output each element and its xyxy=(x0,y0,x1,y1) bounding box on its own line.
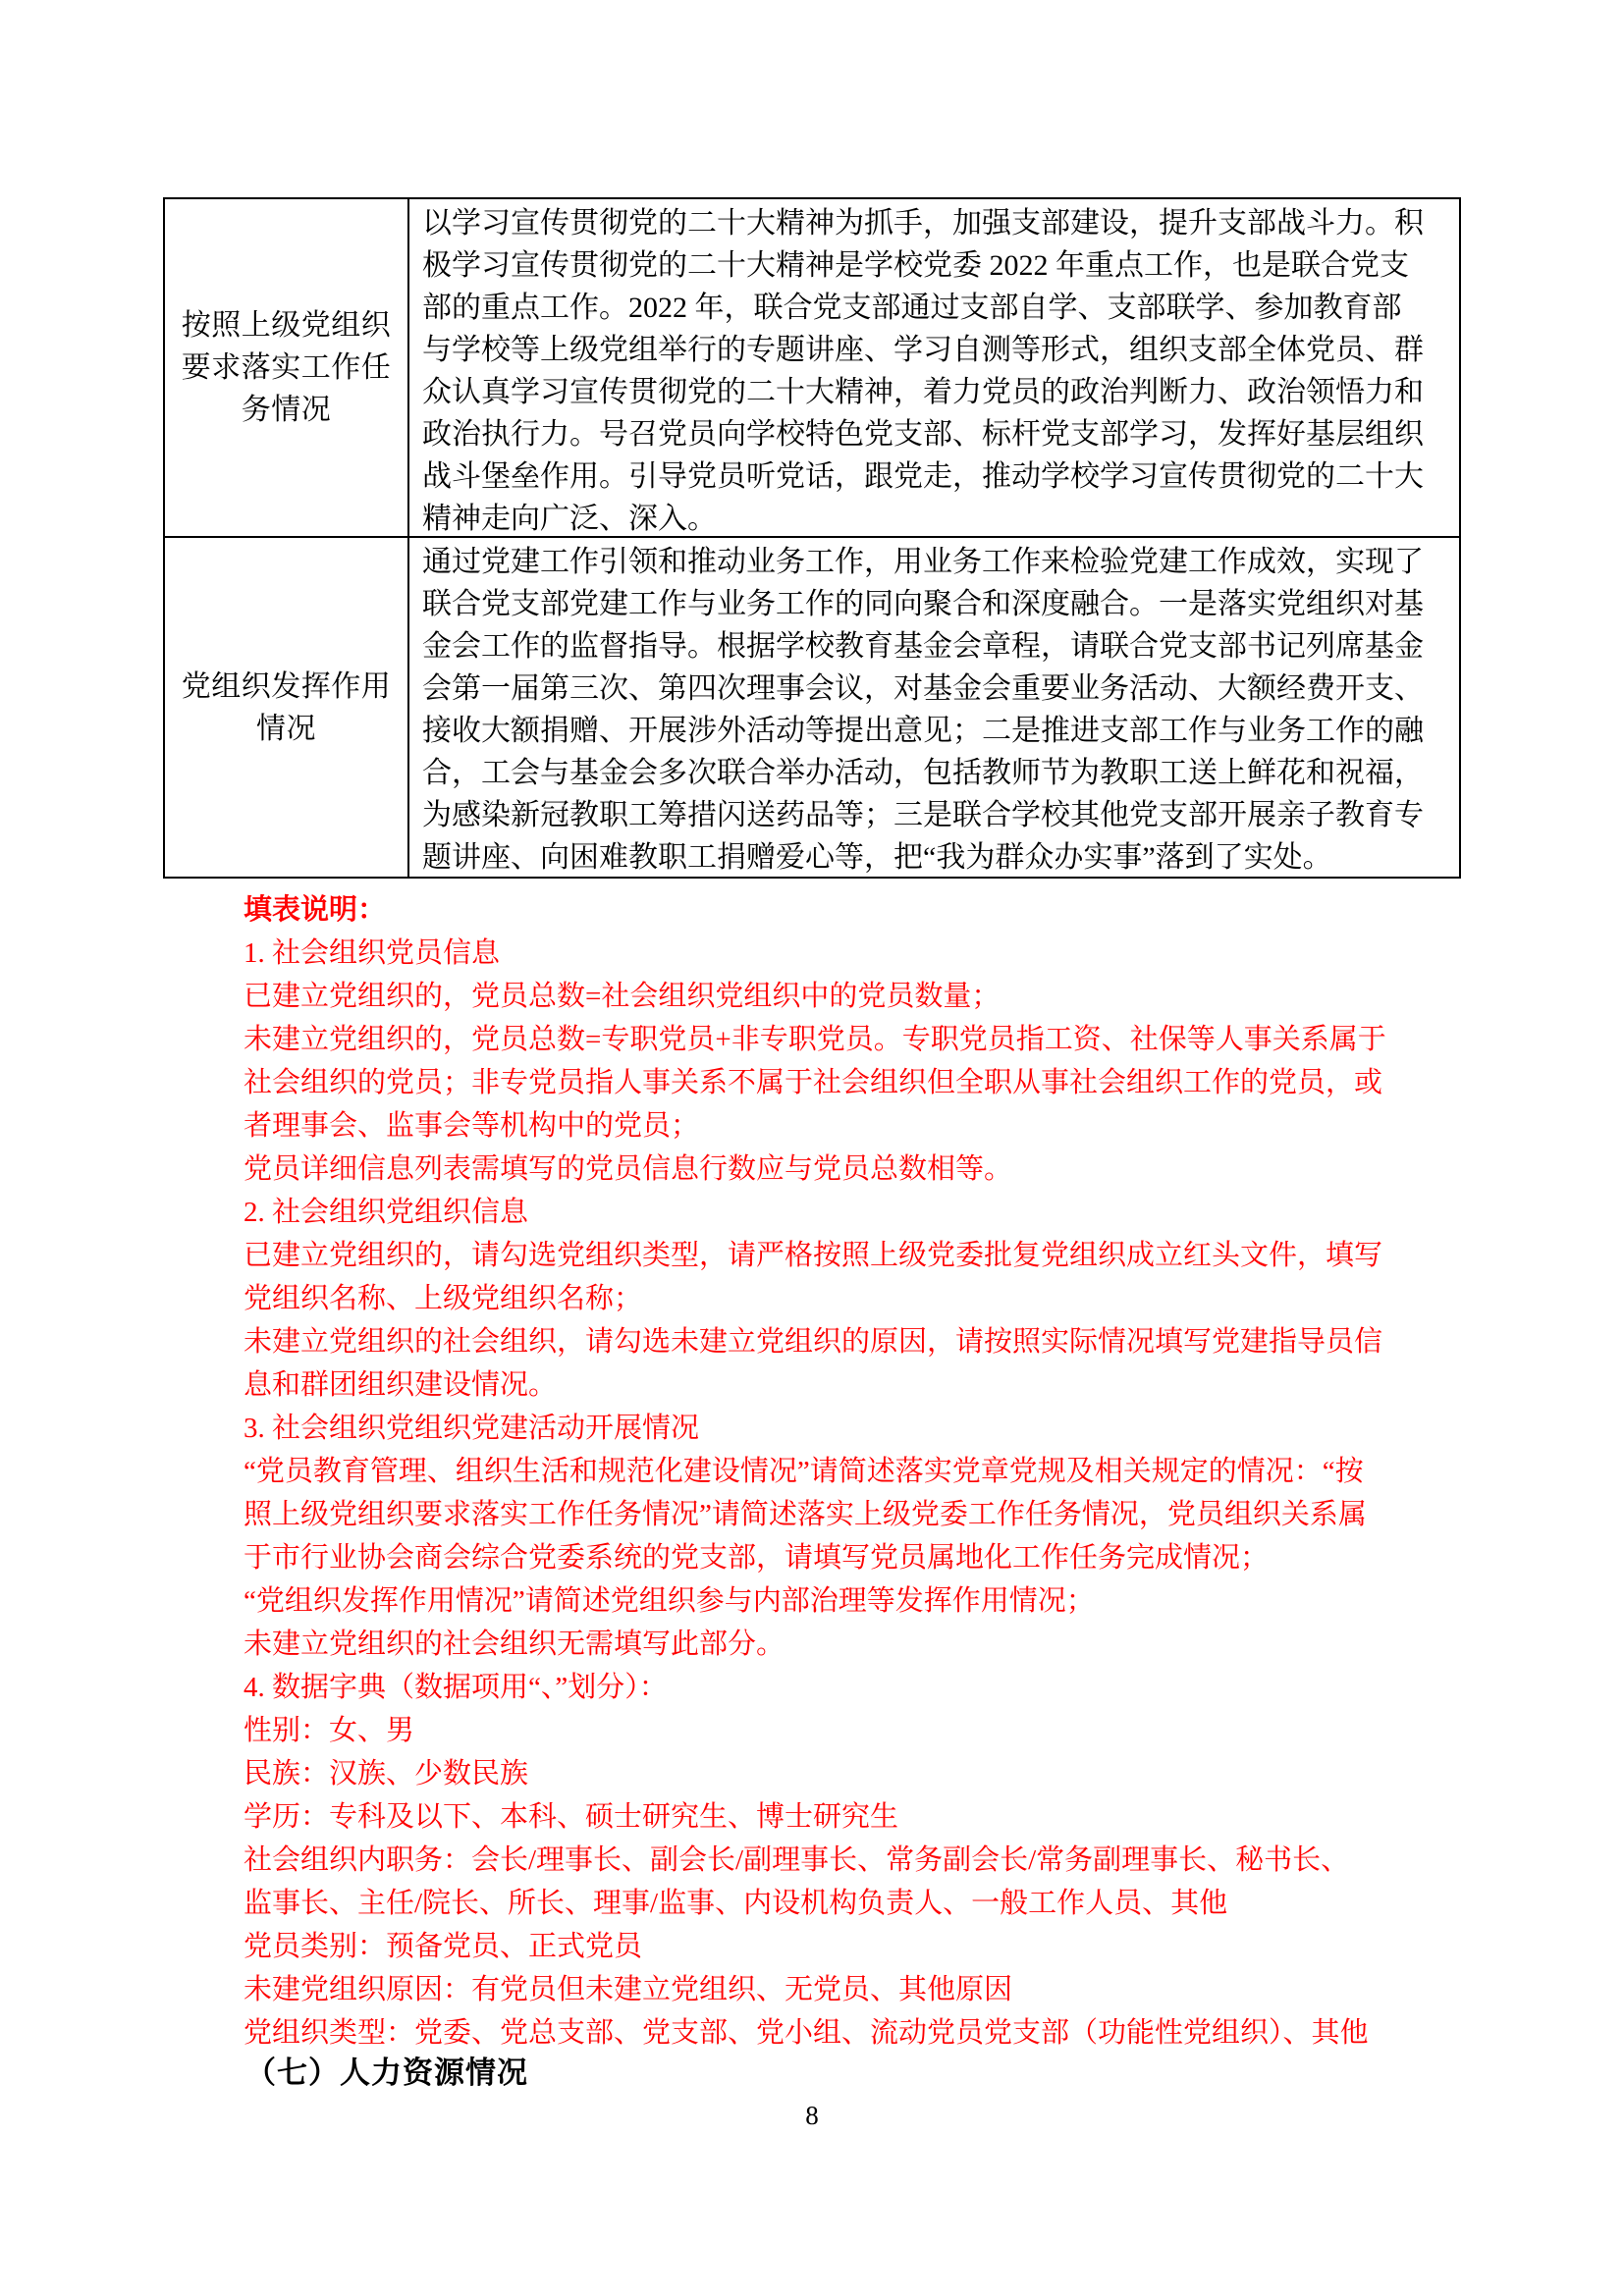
note-line: 性别：女、男 xyxy=(244,1715,415,1746)
note-line: 未建党组织原因：有党员但未建立党组织、无党员、其他原因 xyxy=(244,1974,1013,2005)
note-line: 3. 社会组织党组织党建活动开展情况 xyxy=(244,1413,700,1444)
table-row2-content-line: 金会工作的监督指导。根据学校教育基金会章程，请联合党支部书记列席基金 xyxy=(422,630,1424,663)
note-line: 党员详细信息列表需填写的党员信息行数应与党员总数相等。 xyxy=(244,1153,1013,1185)
table-row2-label-line: 情况 xyxy=(256,712,316,745)
table-row2-content-line: 联合党支部党建工作与业务工作的同向聚合和深度融合。一是落实党组织对基 xyxy=(422,588,1424,620)
note-line: “党组织发挥作用情况”请简述党组织参与内部治理等发挥作用情况； xyxy=(244,1585,1095,1617)
note-line: 息和群团组织建设情况。 xyxy=(244,1369,558,1401)
table-row1-content-line: 以学习宣传贯彻党的二十大精神为抓手，加强支部建设，提升支部战斗力。积 xyxy=(422,207,1424,240)
note-line: 党组织类型：党委、党总支部、党支部、党小组、流动党员党支部（功能性党组织）、其他 xyxy=(244,2017,1369,2049)
table-row1-content-cell xyxy=(409,199,1459,538)
table-row1-content-line: 部的重点工作。2022 年，联合党支部通过支部自学、支部联学、参加教育部 xyxy=(422,292,1402,324)
table-row2-content-line: 为感染新冠教职工筹措闪送药品等；三是联合学校其他党支部开展亲子教育专 xyxy=(422,799,1424,831)
table-row1-content-line: 极学习宣传贯彻党的二十大精神是学校党委 2022 年重点工作，也是联合党支 xyxy=(422,249,1409,282)
note-line: 未建立党组织的，党员总数=专职党员+非专职党员。专职党员指工资、社保等人事关系属于 xyxy=(244,1024,1386,1055)
table-row1-label-line: 按照上级党组织 xyxy=(181,309,392,342)
note-line: 已建立党组织的，党员总数=社会组织党组织中的党员数量； xyxy=(244,981,1001,1012)
note-line: “党员教育管理、组织生活和规范化建设情况”请简述落实党章党规及相关规定的情况：“按 xyxy=(244,1456,1364,1487)
table-row1-label-cell xyxy=(165,199,409,538)
table-row1-content-line: 与学校等上级党组举行的专题讲座、学习自测等形式，组织支部全体党员、群 xyxy=(422,334,1424,366)
table-row2-label-cell xyxy=(165,538,409,877)
table-row2-content-line: 接收大额捐赠、开展涉外活动等提出意见；二是推进支部工作与业务工作的融 xyxy=(422,715,1424,747)
page-number: 8 xyxy=(805,2101,819,2130)
section-heading-hr: （七）人力资源情况 xyxy=(245,2056,528,2090)
notes-title: 填表说明： xyxy=(244,894,387,926)
note-line: 未建立党组织的社会组织无需填写此部分。 xyxy=(244,1629,785,1660)
note-line: 已建立党组织的，请勾选党组织类型，请严格按照上级党委批复党组织成立红头文件，填写 xyxy=(244,1240,1383,1271)
note-line: 照上级党组织要求落实工作任务情况”请简述落实上级党委工作任务情况，党员组织关系属 xyxy=(244,1499,1367,1530)
table-row1-content-line: 精神走向广泛、深入。 xyxy=(422,503,717,535)
note-line: 社会组织的党员；非专党员指人事关系不属于社会组织但全职从事社会组织工作的党员，或 xyxy=(244,1067,1383,1098)
note-line: 监事长、主任/院长、所长、理事/监事、内设机构负责人、一般工作人员、其他 xyxy=(244,1888,1228,1919)
table-row2-content-line: 会第一届第三次、第四次理事会议，对基金会重要业务活动、大额经费开支、 xyxy=(422,672,1424,705)
table-row1-label-line: 要求落实工作任 xyxy=(181,351,392,384)
note-line: 学历：专科及以下、本科、硕士研究生、博士研究生 xyxy=(244,1801,899,1833)
table-row1-content-line: 众认真学习宣传贯彻党的二十大精神，着力党员的政治判断力、政治领悟力和 xyxy=(422,376,1424,408)
party-building-table xyxy=(163,197,1461,879)
note-line: 2. 社会组织党组织信息 xyxy=(244,1197,529,1228)
note-line: 党员类别：预备党员、正式党员 xyxy=(244,1931,643,1962)
table-row1-content-line: 战斗堡垒作用。引导党员听党话，跟党走，推动学校学习宣传贯彻党的二十大 xyxy=(422,460,1424,493)
table-row2-content-line: 通过党建工作引领和推动业务工作，用业务工作来检验党建工作成效，实现了 xyxy=(422,546,1424,578)
note-line: 4. 数据字典（数据项用“、”划分）： xyxy=(244,1672,668,1703)
note-line: 社会组织内职务：会长/理事长、副会长/副理事长、常务副会长/常务副理事长、秘书长、 xyxy=(244,1844,1350,1876)
table-row2-content-cell xyxy=(409,538,1459,877)
table-row1-label xyxy=(182,304,392,431)
note-line: 1. 社会组织党员信息 xyxy=(244,937,501,969)
fill-in-notes xyxy=(244,890,1471,2056)
table-row1-label-line: 务情况 xyxy=(241,394,332,426)
table-row2-content-line: 题讲座、向困难教职工捐赠爱心等，把“我为群众办实事”落到了实处。 xyxy=(422,841,1332,874)
table-row1-content-line: 政治执行力。号召党员向学校特色党支部、标杆党支部学习，发挥好基层组织 xyxy=(422,418,1424,451)
note-line: 民族：汉族、少数民族 xyxy=(244,1758,529,1789)
note-line: 者理事会、监事会等机构中的党员； xyxy=(244,1110,700,1142)
table-row2-label-line: 党组织发挥作用 xyxy=(181,669,392,703)
note-line: 于市行业协会商会综合党委系统的党支部，请填写党员属地化工作任务完成情况； xyxy=(244,1542,1270,1574)
table-row2-content-line: 合，工会与基金会多次联合举办活动，包括教师节为教职工送上鲜花和祝福， xyxy=(422,757,1424,789)
note-line: 未建立党组织的社会组织，请勾选未建立党组织的原因，请按照实际情况填写党建指导员信 xyxy=(244,1326,1383,1358)
table-row2-label xyxy=(182,666,392,750)
note-line: 党组织名称、上级党组织名称； xyxy=(244,1283,643,1314)
